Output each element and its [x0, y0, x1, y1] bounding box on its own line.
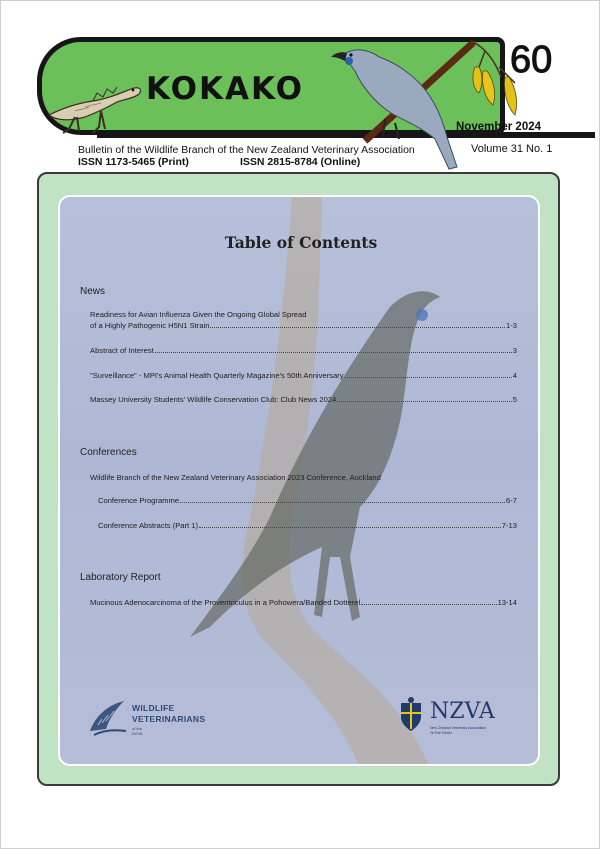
toc-entry-pages: 4: [512, 371, 517, 380]
nzva-crest-icon: [398, 697, 424, 733]
nzva-tagline-maori: Te Pae Kīrehe: [430, 731, 453, 735]
volume-number: Volume 31 No. 1: [471, 143, 553, 155]
fern-bird-icon: [86, 695, 130, 739]
toc-heading: Table of Contents: [224, 233, 378, 252]
toc-entry: [90, 395, 517, 404]
issue-number: 60: [510, 39, 553, 81]
issn-online: ISSN 2815-8784 (Online): [240, 156, 361, 168]
toc-entry: [98, 521, 517, 530]
toc-entry-title: Abstract of Interest: [90, 346, 154, 355]
issue-date: November 2024: [456, 121, 542, 133]
toc-entry-title: Conference Programme: [98, 496, 180, 505]
section-news: News: [80, 286, 106, 297]
toc-entry-pages: 5: [512, 395, 517, 404]
tuatara-icon: [45, 63, 145, 137]
bulletin-title: KOKAKO: [146, 71, 304, 107]
toc-entry-title: Massey University Students' Wildlife Conservation Club: Club News 2024: [90, 395, 337, 404]
dot-leader: [180, 502, 505, 503]
toc-entry-pages: 7-13: [501, 521, 517, 530]
toc-entry-title: "Surveillance" - MPI's Animal Health Quarterly Magazine's 50th Anniversary: [90, 371, 344, 380]
wildlife-vets-line2: VETERINARIANS: [132, 714, 206, 724]
toc-entry-title: Mucinous Adenocarcinoma of the Proventriculus in a Pohowera/Banded Dotterel: [90, 598, 361, 607]
nzva-tagline: New Zealand Veterinary Association: [430, 726, 487, 730]
contents-panel: [58, 195, 540, 766]
toc-entry-pages: 6-7: [506, 496, 517, 505]
toc-entry: [98, 496, 517, 505]
wildlife-vets-line1: WILDLIFE: [132, 703, 175, 713]
section-conferences: Conferences: [80, 447, 137, 458]
wildlife-vets-line3: of the NZVA: [132, 726, 143, 736]
toc-entry: [90, 371, 517, 380]
nzva-wordmark: NZVA: [430, 699, 495, 724]
toc-entry-pages: 13-14: [497, 598, 517, 607]
toc-entry-title: of a Highly Pathogenic H5N1 Strain: [90, 321, 210, 330]
dot-leader: [210, 327, 505, 328]
toc-entry: Readiness for Avian Influenza Given the Ongoing Global Spread: [90, 310, 307, 319]
dot-leader: [155, 352, 512, 353]
toc-entry: [90, 598, 517, 607]
toc-entry-pages: 1-3: [506, 321, 517, 330]
toc-entry-pages: 3: [512, 346, 517, 355]
toc-entry-title: Conference Abstracts (Part 1): [98, 521, 199, 530]
toc-entry: [90, 346, 517, 355]
dot-leader: [199, 527, 501, 528]
section-lab-report: Laboratory Report: [80, 572, 161, 583]
dot-leader: [345, 377, 512, 378]
dot-leader: [361, 604, 496, 605]
toc-subheading: Wildlife Branch of the New Zealand Veterinary Association 2023 Conference, Auckland: [90, 473, 381, 482]
issn-print: ISSN 1173-5465 (Print): [78, 156, 189, 168]
dot-leader: [337, 401, 512, 402]
bulletin-subtitle: Bulletin of the Wildlife Branch of the New Zealand Veterinary Association: [78, 144, 415, 156]
toc-entry: [90, 321, 517, 330]
